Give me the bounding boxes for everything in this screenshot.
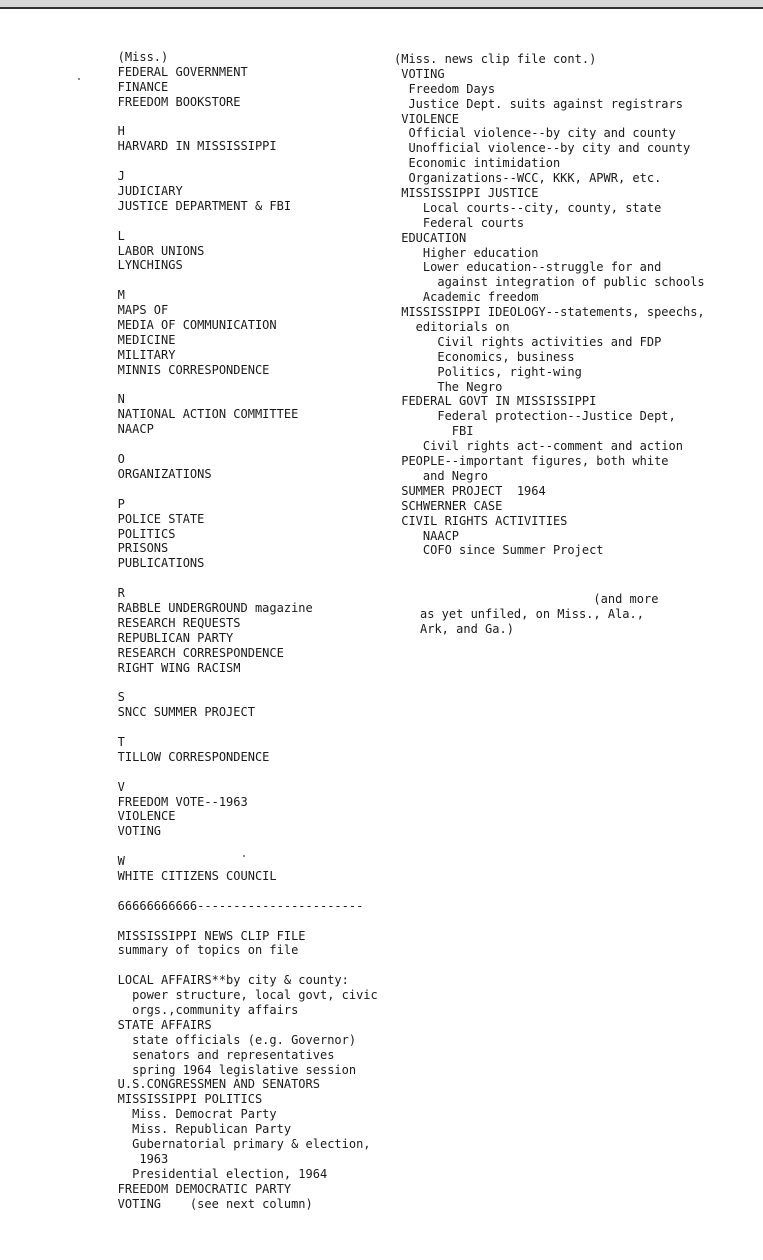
index-line: W (96, 854, 125, 869)
topic-line: Organizations--WCC, KKK, APWR, etc. (394, 171, 662, 186)
index-line (96, 482, 378, 497)
topic-line: editorials on (394, 320, 510, 335)
index-line: SNCC SUMMER PROJECT (96, 705, 255, 720)
index-line (96, 839, 378, 854)
index-line: J (96, 169, 125, 184)
index-line: VOTING (96, 824, 162, 839)
index-line: orgs.,community affairs (96, 1003, 299, 1017)
topic-line: CIVIL RIGHTS ACTIVITIES (394, 513, 568, 528)
index-line (96, 273, 378, 288)
topic-line: COFO since Summer Project (394, 543, 604, 558)
index-line (96, 884, 378, 899)
note-line: Ark, and Ga.) (420, 621, 514, 636)
index-line: senators and representatives (96, 1047, 335, 1062)
index-line: FREEDOM BOOKSTORE (96, 94, 241, 109)
topic-line: Unofficial violence--by city and county (394, 141, 691, 156)
topic-line: Civil rights act--comment and action (394, 439, 683, 454)
topic-line: MISSISSIPPI IDEOLOGY--statements, speechs, (394, 305, 705, 320)
index-line: N (96, 392, 125, 407)
topic-line: Economic intimidation (394, 156, 561, 171)
topic-line: Civil rights activities and FDP (394, 334, 662, 349)
index-line: LYNCHINGS (96, 258, 183, 273)
topic-line: Justice Dept. suits against registrars (394, 96, 683, 111)
topic-line: Freedom Days (394, 81, 496, 96)
top-edge-bar (0, 0, 763, 9)
index-line: MINNIS CORRESPONDENCE (96, 362, 270, 377)
topic-line: Politics, right-wing (394, 364, 582, 379)
topic-line: Lower education--struggle for and (394, 260, 662, 275)
index-line: LABOR UNIONS (96, 243, 205, 258)
index-line (96, 765, 378, 780)
topic-line: SCHWERNER CASE (394, 498, 503, 513)
index-line: V (96, 779, 125, 794)
index-line: POLITICS (96, 526, 176, 541)
index-line (96, 214, 378, 229)
note-line: as yet unfiled, on Miss., Ala., (420, 606, 644, 621)
index-line: RABBLE UNDERGROUND magazine (96, 600, 313, 615)
index-line: Miss. Democrat Party (96, 1107, 277, 1122)
index-line: JUDICIARY (96, 184, 183, 199)
index-line: Gubernatorial primary & election, (96, 1137, 371, 1152)
index-line: MISSISSIPPI POLITICS (96, 1092, 263, 1107)
index-line (96, 720, 378, 735)
index-line: MISSISSIPPI NEWS CLIP FILE (96, 928, 306, 943)
index-line: REPUBLICAN PARTY (96, 630, 234, 645)
index-line: FREEDOM DEMOCRATIC PARTY (96, 1181, 292, 1196)
index-line: state officials (e.g. Governor) (96, 1032, 357, 1047)
index-line (96, 914, 378, 929)
index-line: U.S.CONGRESSMEN AND SENATORS (96, 1077, 320, 1092)
index-line: T (96, 734, 125, 749)
index-line: MEDIA OF COMMUNICATION (96, 318, 277, 333)
index-line (96, 437, 378, 452)
topic-line: The Negro (394, 379, 503, 394)
topic-line: Economics, business (394, 349, 575, 364)
index-line: Miss. Republican Party (96, 1122, 292, 1137)
index-line: POLICE STATE (96, 511, 205, 526)
topic-line: and Negro (394, 468, 488, 483)
index-line: M (96, 288, 125, 303)
note-line: (and more (420, 592, 659, 606)
index-line (96, 110, 378, 125)
index-line: power structure, local govt, civic (96, 988, 378, 1003)
index-line: VIOLENCE (96, 809, 176, 824)
index-line: PUBLICATIONS (96, 556, 205, 571)
topic-line: SUMMER PROJECT 1964 (394, 483, 546, 498)
index-line: MAPS OF (96, 303, 169, 318)
topic-line: Local courts--city, county, state (394, 200, 662, 215)
topic-line: Academic freedom (394, 290, 539, 305)
margin-speck (243, 855, 245, 857)
index-line: LOCAL AFFAIRS**by city & county: (96, 973, 349, 988)
topic-line: NAACP (394, 528, 460, 543)
index-line: RESEARCH REQUESTS (96, 615, 241, 630)
index-line: P (96, 496, 125, 511)
topic-line: MISSISSIPPI JUSTICE (394, 186, 539, 201)
index-line: FEDERAL GOVERNMENT (96, 64, 248, 79)
index-line: NAACP (96, 422, 154, 437)
index-line: summary of topics on file (96, 943, 299, 958)
index-line: RIGHT WING RACISM (96, 660, 241, 675)
margin-speck (78, 78, 80, 80)
topic-line: FEDERAL GOVT IN MISSISSIPPI (394, 394, 597, 409)
index-line: H (96, 124, 125, 139)
index-line: TILLOW CORRESPONDENCE (96, 749, 270, 764)
left-column-index (96, 50, 378, 1211)
index-line: R (96, 586, 125, 601)
index-line: 1963 (96, 1151, 169, 1166)
index-line: FINANCE (96, 79, 169, 94)
index-line: ORGANIZATIONS (96, 466, 212, 481)
index-line: WHITE CITIZENS COUNCIL (96, 868, 277, 883)
index-line: MILITARY (96, 347, 176, 362)
index-line: NATIONAL ACTION COMMITTEE (96, 407, 299, 422)
index-line: spring 1964 legislative session (96, 1062, 357, 1077)
index-line: JUSTICE DEPARTMENT & FBI (96, 198, 292, 213)
index-line (96, 571, 378, 586)
topic-line: Federal protection--Justice Dept, (394, 409, 676, 424)
index-line: O (96, 452, 125, 467)
index-line (96, 378, 378, 393)
topic-line: FBI (394, 424, 474, 439)
index-line: HARVARD IN MISSISSIPPI (96, 139, 277, 154)
topic-line: against integration of public schools (394, 275, 705, 290)
index-line: 66666666666----------------------- (96, 898, 364, 913)
unfiled-note (420, 592, 658, 637)
index-line (96, 958, 378, 973)
topic-line: VIOLENCE (394, 111, 460, 126)
index-line: FREEDOM VOTE--1963 (96, 794, 248, 809)
index-line: VOTING (see next column) (96, 1196, 313, 1211)
index-line: L (96, 228, 125, 243)
index-line (96, 154, 378, 169)
topic-line: Federal courts (394, 215, 525, 230)
topic-line: (Miss. news clip file cont.) (394, 52, 597, 66)
topic-line: EDUCATION (394, 230, 467, 245)
topic-line: Higher education (394, 245, 539, 260)
index-line: Presidential election, 1964 (96, 1166, 328, 1181)
index-line (96, 675, 378, 690)
topic-line: PEOPLE--important figures, both white (394, 454, 669, 469)
index-line: S (96, 690, 125, 705)
index-line: STATE AFFAIRS (96, 1017, 212, 1032)
topic-line: Official violence--by city and county (394, 126, 676, 141)
index-line: RESEARCH CORRESPONDENCE (96, 645, 284, 660)
right-column-topics (394, 52, 705, 558)
index-line: (Miss.) (96, 50, 169, 64)
index-line: PRISONS (96, 541, 169, 556)
topic-line: VOTING (394, 66, 445, 81)
index-line: MEDICINE (96, 332, 176, 347)
